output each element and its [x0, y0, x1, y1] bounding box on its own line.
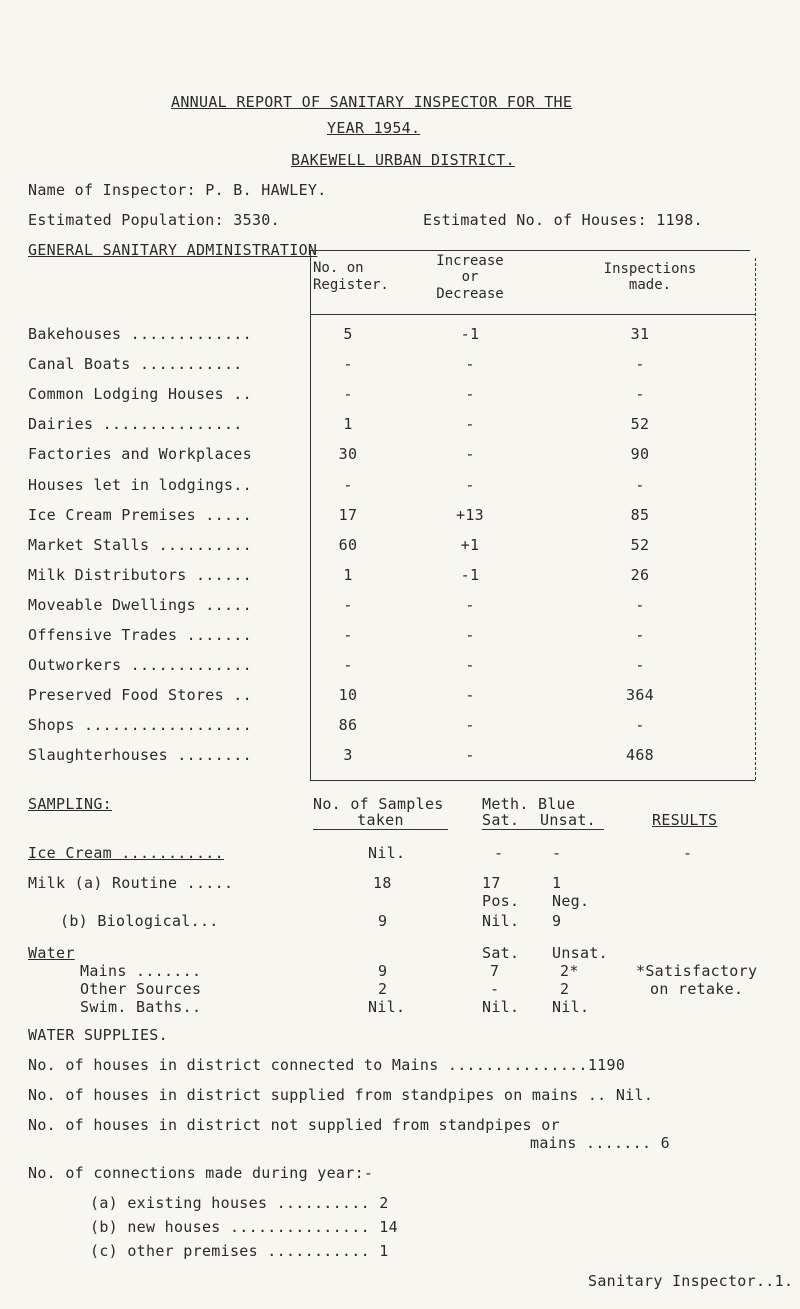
samples-rule [313, 829, 448, 830]
table-row-change: - [465, 385, 475, 403]
connections-new: (b) new houses ............... 14 [90, 1218, 398, 1236]
table-row-label: Preserved Food Stores .. [28, 686, 252, 704]
col-inspections-header-1: Inspections [603, 261, 697, 277]
water-other-result: on retake. [650, 980, 744, 998]
col-change-header-3: Decrease [436, 286, 504, 302]
table-row-inspections: - [635, 716, 645, 734]
sampling-heading: SAMPLING: [28, 795, 112, 813]
table-bottom-rule [310, 780, 755, 781]
table-row-change: - [465, 716, 475, 734]
table-row-change: - [465, 656, 475, 674]
table-row-label: Outworkers ............. [28, 656, 252, 674]
water-swim-sat: Nil. [482, 998, 520, 1016]
table-row-change: - [465, 746, 475, 764]
table-top-rule [310, 250, 750, 251]
table-row-inspections: 31 [630, 325, 650, 343]
water-sat-header: Sat. [482, 944, 520, 962]
table-row-change: - [465, 596, 475, 614]
table-row-change: - [465, 626, 475, 644]
table-row-register: - [343, 476, 353, 494]
table-row-label: Common Lodging Houses .. [28, 385, 252, 403]
milk-bio-taken: 9 [378, 912, 388, 930]
table-row-inspections: - [635, 355, 645, 373]
table-row-inspections: - [635, 656, 645, 674]
connections-other: (c) other premises ........... 1 [90, 1242, 389, 1260]
ice-cream-result: - [683, 844, 693, 862]
table-row-inspections: 85 [630, 506, 650, 524]
table-row-inspections: 364 [626, 686, 654, 704]
table-row-change: -1 [460, 325, 480, 343]
water-mains-result: *Satisfactory [636, 962, 758, 980]
table-row-label: Canal Boats ........... [28, 355, 243, 373]
table-row-change: +1 [460, 536, 480, 554]
table-row-register: 30 [338, 445, 358, 463]
general-heading: GENERAL SANITARY ADMINISTRATION [28, 241, 318, 259]
col-meth-header-1: Meth. Blue [482, 795, 576, 813]
table-row-label: Dairies ............... [28, 415, 243, 433]
water-other-sat: - [490, 980, 500, 998]
milk-bio-neg: 9 [552, 912, 562, 930]
page-footer: Sanitary Inspector..1. [588, 1272, 794, 1290]
col-inspections-header-2: made. [628, 277, 672, 293]
table-row-register: 17 [338, 506, 358, 524]
estimated-houses: Estimated No. of Houses: 1198. [423, 211, 703, 229]
water-supplies-heading: WATER SUPPLIES. [28, 1026, 168, 1044]
table-row-register: - [343, 355, 353, 373]
table-row-register: 86 [338, 716, 358, 734]
ice-cream-taken: Nil. [368, 844, 406, 862]
col-register-header-1: No. on [313, 260, 364, 276]
milk-bio-label: (b) Biological... [60, 912, 219, 930]
estimated-population: Estimated Population: 3530. [28, 211, 280, 229]
report-year: YEAR 1954. [327, 119, 421, 137]
table-row-label: Bakehouses ............. [28, 325, 252, 343]
table-row-register: - [343, 596, 353, 614]
water-other-label: Other Sources [80, 980, 202, 998]
table-row-inspections: 468 [626, 746, 654, 764]
houses-not-supplied: No. of houses in district not supplied from standpipes or [28, 1116, 560, 1134]
milk-routine-sat: 17 [482, 874, 501, 892]
table-row-change: +13 [456, 506, 484, 524]
col-samples-header-1: No. of Samples [313, 795, 444, 813]
table-row-label: Shops .................. [28, 716, 252, 734]
table-row-inspections: - [635, 385, 645, 403]
table-row-inspections: - [635, 596, 645, 614]
table-row-change: - [465, 686, 475, 704]
col-meth-sat: Sat. [482, 811, 520, 829]
table-row-change: - [465, 476, 475, 494]
connections-heading: No. of connections made during year:- [28, 1164, 374, 1182]
table-row-register: 3 [343, 746, 353, 764]
table-row-label: Moveable Dwellings ..... [28, 596, 252, 614]
table-row-change: - [465, 415, 475, 433]
table-row-register: 60 [338, 536, 358, 554]
table-row-label: Ice Cream Premises ..... [28, 506, 252, 524]
table-row-register: - [343, 626, 353, 644]
houses-standpipes: No. of houses in district supplied from standpipes on mains .. Nil. [28, 1086, 654, 1104]
meth-rule [482, 829, 604, 830]
table-row-change: -1 [460, 566, 480, 584]
col-samples-header-2: taken [357, 811, 404, 829]
col-register-header-2: Register. [313, 277, 389, 293]
header-bottom-rule [310, 314, 755, 315]
table-row-label: Houses let in lodgings.. [28, 476, 252, 494]
water-mains-label: Mains ....... [80, 962, 202, 980]
water-other-unsat: 2 [560, 980, 570, 998]
water-mains-unsat: 2* [560, 962, 579, 980]
table-row-register: - [343, 385, 353, 403]
water-unsat-header: Unsat. [552, 944, 608, 962]
table-row-register: - [343, 656, 353, 674]
water-swim-taken: Nil. [368, 998, 406, 1016]
table-row-inspections: - [635, 476, 645, 494]
table-row-inspections: - [635, 626, 645, 644]
table-row-register: 1 [343, 566, 353, 584]
table-row-inspections: 26 [630, 566, 650, 584]
water-mains-sat: 7 [490, 962, 500, 980]
table-row-change: - [465, 355, 475, 373]
col-results-header: RESULTS [652, 811, 718, 829]
inspector-name: Name of Inspector: P. B. HAWLEY. [28, 181, 327, 199]
ice-cream-label: Ice Cream ........... [28, 844, 224, 862]
table-row-register: 10 [338, 686, 358, 704]
table-row-label: Market Stalls .......... [28, 536, 252, 554]
table-row-register: 5 [343, 325, 353, 343]
connections-existing: (a) existing houses .......... 2 [90, 1194, 389, 1212]
ice-cream-unsat: - [552, 844, 562, 862]
milk-pos-label: Pos. [482, 892, 520, 910]
water-label: Water [28, 944, 75, 962]
district-title: BAKEWELL URBAN DISTRICT. [291, 151, 515, 169]
houses-connected-mains: No. of houses in district connected to Mains ...............1190 [28, 1056, 626, 1074]
table-row-inspections: 90 [630, 445, 650, 463]
houses-not-supplied-count: mains ....... 6 [530, 1134, 670, 1152]
table-row-label: Slaughterhouses ........ [28, 746, 252, 764]
milk-routine-taken: 18 [373, 874, 392, 892]
col-change-header-1: Increase [436, 253, 504, 269]
water-other-taken: 2 [378, 980, 388, 998]
milk-neg-label: Neg. [552, 892, 590, 910]
report-title: ANNUAL REPORT OF SANITARY INSPECTOR FOR THE [171, 93, 573, 111]
milk-routine-label: Milk (a) Routine ..... [28, 874, 234, 892]
water-mains-taken: 9 [378, 962, 388, 980]
table-row-register: 1 [343, 415, 353, 433]
water-swim-unsat: Nil. [552, 998, 590, 1016]
table-row-label: Milk Distributors ...... [28, 566, 252, 584]
col-meth-unsat: Unsat. [540, 811, 596, 829]
table-row-inspections: 52 [630, 415, 650, 433]
col-change-header-2: or [461, 269, 479, 285]
milk-routine-unsat: 1 [552, 874, 562, 892]
ice-cream-sat: - [494, 844, 504, 862]
table-row-label: Offensive Trades ....... [28, 626, 252, 644]
water-swim-label: Swim. Baths.. [80, 998, 202, 1016]
table-left-rule [310, 250, 311, 780]
table-right-rule [755, 258, 756, 780]
table-row-inspections: 52 [630, 536, 650, 554]
table-row-change: - [465, 445, 475, 463]
milk-bio-pos: Nil. [482, 912, 520, 930]
table-row-label: Factories and Workplaces [28, 445, 252, 463]
